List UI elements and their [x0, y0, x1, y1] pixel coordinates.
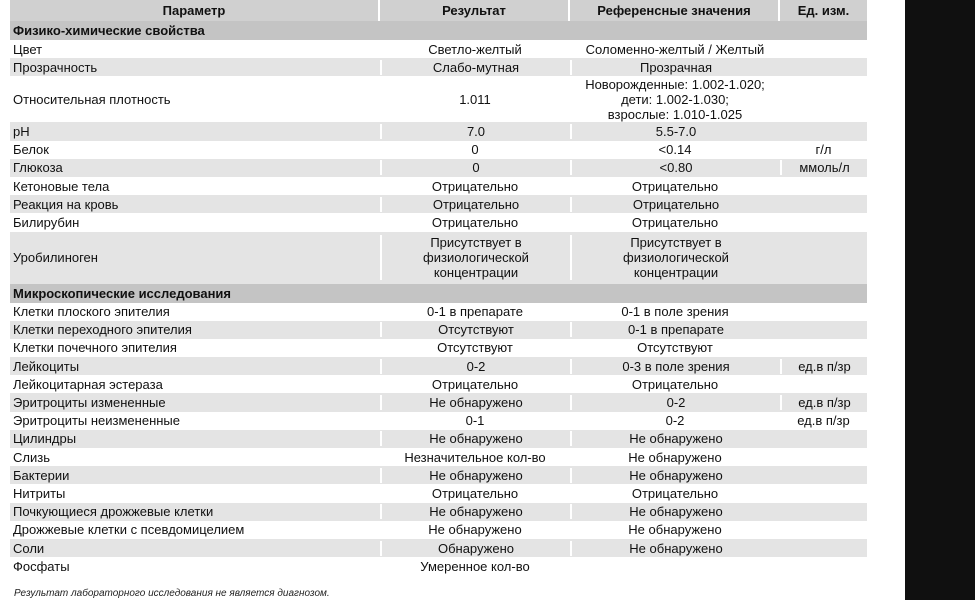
table-row: [10, 393, 867, 411]
table-body: [10, 21, 867, 575]
cell-param: Дрожжевые клетки с псевдомицелием: [13, 522, 245, 538]
table-row: [10, 339, 867, 357]
table-row: [10, 58, 867, 76]
cell-unit: ед.в п/зр: [797, 413, 850, 429]
cell-param: Нитриты: [13, 485, 66, 501]
table-row: [10, 448, 867, 466]
table-row: [10, 484, 867, 502]
table-row: [10, 159, 867, 177]
cell-param: Цвет: [13, 41, 43, 57]
cell-param: Клетки переходного эпителия: [13, 322, 192, 338]
cell-result: 0-1 в препарате: [427, 304, 523, 320]
cell-param: Слизь: [13, 449, 50, 465]
cell-reference: 5.5-7.0: [570, 124, 780, 139]
cell-reference: Отрицательно: [631, 485, 719, 501]
cell-reference: 0-2: [665, 413, 685, 429]
cell-result: Отсутствуют: [437, 340, 513, 356]
cell-reference: Не обнаружено: [570, 541, 780, 556]
cell-reference: Не обнаружено: [570, 468, 780, 483]
cell-reference: Присутствует в физиологической концентрации: [570, 235, 780, 280]
cell-reference: Отрицательно: [631, 376, 719, 392]
cell-result: Не обнаружено: [380, 504, 570, 519]
cell-result: Отрицательно: [431, 485, 519, 501]
table-row: [10, 412, 867, 430]
cell-param: Клетки плоского эпителия: [13, 304, 170, 320]
cell-result: Не обнаружено: [380, 468, 570, 483]
cell-reference: 0-1 в поле зрения: [621, 304, 729, 320]
cell-param: Фосфаты: [13, 558, 70, 574]
cell-param: Лейкоцитарная эстераза: [13, 376, 163, 392]
cell-reference: Отрицательно: [570, 197, 780, 212]
table-row: [10, 195, 867, 213]
cell-result: Отрицательно: [380, 197, 570, 212]
table-row: [10, 466, 867, 484]
section-header: [10, 284, 867, 303]
cell-param: Цилиндры: [13, 431, 77, 447]
cell-unit: ммоль/л: [780, 160, 867, 175]
cell-param: Эритроциты неизмененные: [13, 413, 181, 429]
cell-reference: Не обнаружено: [570, 504, 780, 519]
cell-result: Не обнаружено: [428, 522, 522, 538]
cell-result: 7.0: [380, 124, 570, 139]
header-reference: Референсные значения: [570, 0, 780, 21]
cell-unit: г/л: [815, 142, 832, 158]
cell-result: Не обнаружено: [380, 395, 570, 410]
table-row: [10, 521, 867, 539]
cell-reference: <0.14: [658, 142, 692, 158]
table-row: [10, 303, 867, 321]
lab-report-table: [10, 0, 867, 575]
cell-param: Глюкоза: [13, 160, 63, 176]
section-title: Микроскопические исследования: [13, 285, 232, 301]
header-unit: Ед. изм.: [797, 3, 850, 18]
table-header: [10, 0, 867, 21]
cell-result: Отсутствуют: [380, 322, 570, 337]
cell-param: Кетоновые тела: [13, 178, 110, 194]
cell-unit: ед.в п/зр: [780, 359, 867, 374]
cell-reference: Новорожденные: 1.002-1.020; дети: 1.002-1.030; взрослые: 1.010-1.025: [585, 76, 765, 122]
cell-result: Незначительное кол-во: [404, 449, 546, 465]
cell-param: Реакция на кровь: [13, 196, 119, 212]
cell-reference: Отсутствуют: [637, 340, 713, 356]
cell-result: Отрицательно: [431, 178, 519, 194]
table-row: [10, 232, 867, 284]
cell-param: Прозрачность: [13, 59, 98, 75]
cell-reference: <0.80: [570, 160, 780, 175]
table-row: [10, 321, 867, 339]
section-title: Физико-химические свойства: [13, 23, 205, 38]
cell-reference: 0-3 в поле зрения: [570, 359, 780, 374]
cell-param: Лейкоциты: [13, 358, 80, 374]
table-row: [10, 213, 867, 231]
header-result: Результат: [380, 0, 570, 21]
cell-result: Слабо-мутная: [380, 60, 570, 75]
cell-result: Не обнаружено: [380, 431, 570, 446]
table-row: [10, 557, 867, 575]
cell-reference: Не обнаружено: [628, 522, 722, 538]
table-row: [10, 503, 867, 521]
cell-result: 1.011: [459, 91, 491, 107]
cell-reference: Прозрачная: [570, 60, 780, 75]
table-row: [10, 141, 867, 159]
cell-unit: ед.в п/зр: [780, 395, 867, 410]
table-row: [10, 122, 867, 140]
cell-param: Почкующиеся дрожжевые клетки: [13, 504, 214, 520]
cell-param: Соли: [13, 540, 45, 556]
cell-result: Отрицательно: [431, 376, 519, 392]
table-row: [10, 177, 867, 195]
disclaimer: Результат лабораторного исследования не является диагнозом.: [14, 588, 330, 599]
cell-reference: Отрицательно: [631, 178, 719, 194]
header-param: Параметр: [10, 0, 380, 21]
cell-param: Относительная плотность: [13, 91, 171, 107]
cell-param: pH: [13, 123, 30, 139]
cell-reference: Не обнаружено: [628, 449, 722, 465]
cell-result: 0-1: [465, 413, 485, 429]
table-row: [10, 430, 867, 448]
cell-param: Белок: [13, 142, 49, 158]
cell-reference: 0-2: [570, 395, 780, 410]
cell-result: Светло-желтый: [428, 41, 522, 57]
table-row: [10, 539, 867, 557]
cell-result: Присутствует в физиологической концентрации: [380, 235, 570, 280]
cell-result: 0: [380, 160, 570, 175]
cell-param: Клетки почечного эпителия: [13, 340, 177, 356]
cell-result: 0: [471, 142, 479, 158]
table-row: [10, 76, 867, 122]
cell-reference: Соломенно-желтый / Желтый: [585, 41, 765, 57]
table-row: [10, 375, 867, 393]
table-row: [10, 357, 867, 375]
cell-param: Бактерии: [13, 467, 70, 483]
cell-param: Билирубин: [13, 214, 80, 230]
cell-reference: Не обнаружено: [570, 431, 780, 446]
cell-reference: 0-1 в препарате: [570, 322, 780, 337]
section-header: [10, 21, 867, 40]
cell-result: Умеренное кол-во: [420, 558, 530, 574]
cell-reference: Отрицательно: [631, 214, 719, 230]
cell-result: Обнаружено: [380, 541, 570, 556]
cell-result: Отрицательно: [431, 214, 519, 230]
dark-side-panel: [905, 0, 975, 600]
table-row: [10, 40, 867, 58]
cell-result: 0-2: [380, 359, 570, 374]
cell-param: Уробилиноген: [13, 250, 98, 265]
cell-param: Эритроциты измененные: [13, 395, 166, 411]
